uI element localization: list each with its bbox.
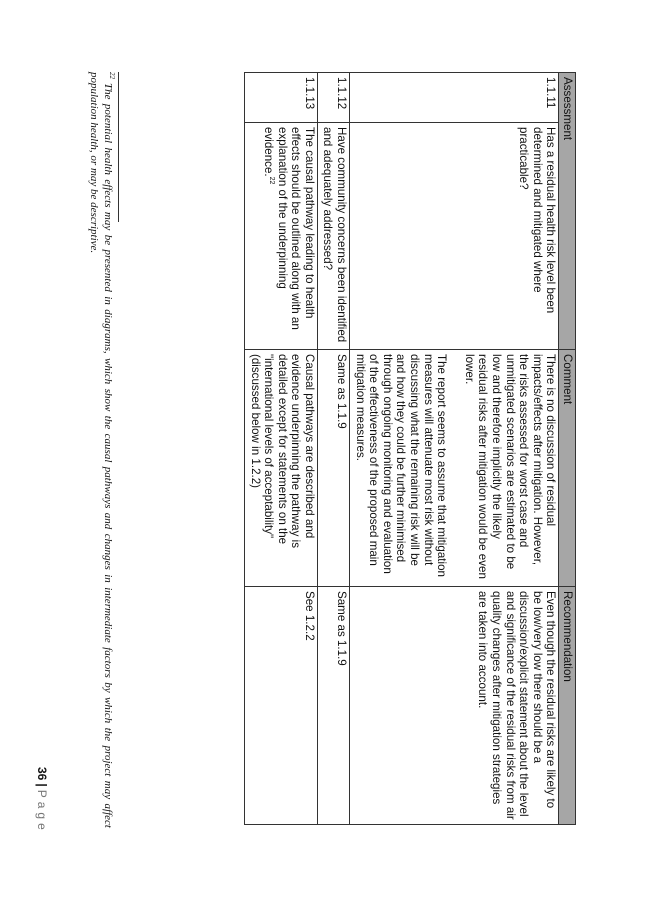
question-text: The causal pathway leading to health effects should be outlined along with an explanation of the underpinning evidence. (262, 127, 316, 330)
table-row (244, 73, 317, 825)
table-row (350, 73, 559, 825)
comment-paragraph: There is no discussion of residual impacts/effects after mitigation. However, the risks assessed for worst case and unmitigated scenarios are estimated to be low and therefore implicitly the likely residual risks after mitigation would be even lower. (462, 354, 558, 579)
footnote-text: The potential health effects may be presented in diagrams, which show the causal pathways and changes in intermediate factors by which the project may affect population health, or may be descriptive. (88, 72, 114, 828)
table-header-row (559, 73, 576, 825)
row-question (244, 123, 317, 350)
row-id: 1.1.11 (350, 73, 559, 123)
row-comment (350, 350, 559, 587)
row-comment: Same as 1.1.9 (317, 350, 349, 587)
header-assessment: Assessment (559, 73, 576, 350)
footnote-reference[interactable]: 22 (267, 176, 275, 185)
row-id: 1.1.13 (244, 73, 317, 123)
row-recommendation: Same as 1.1.9 (317, 587, 349, 825)
page-number (35, 767, 49, 834)
header-comment: Comment (559, 350, 576, 587)
footnote-number: 22 (107, 72, 116, 79)
page-word: Page (35, 789, 49, 834)
row-comment: Causal pathways are described and evidence underpinning the pathway is detailed except for statements on the "international levels of acceptability" (discussed below in 1.2.2) (244, 350, 317, 587)
assessment-table (244, 72, 576, 825)
table-row (317, 73, 349, 825)
footnote-divider (118, 72, 119, 222)
row-id: 1.1.12 (317, 73, 349, 123)
comment-paragraph: The report seems to assume that mitigation measures will attenuate most risk without discussing what the remaining risk will be and how they could be further minimised through ongoing monitoring and evaluation of the effectiveness of the proposed main mitigation measures. (353, 354, 449, 577)
row-recommendation: Even though the residual risks are likely to be low/very low there should be a discussion/explicit statement about the level and significance of the residual risks from air quality changes after mitigation strategies are taken into account. (350, 587, 559, 825)
page-number-separator: | (35, 783, 49, 787)
row-question: Have community concerns been identified and adequately addressed? (317, 123, 349, 350)
footnote (87, 72, 115, 828)
row-question: Has a residual health risk level been determined and mitigated where practicable? (350, 123, 559, 350)
row-recommendation: See 1.2.2 (244, 587, 317, 825)
page-number-value: 36 (35, 767, 49, 781)
header-recommendation: Recommendation (559, 587, 576, 825)
